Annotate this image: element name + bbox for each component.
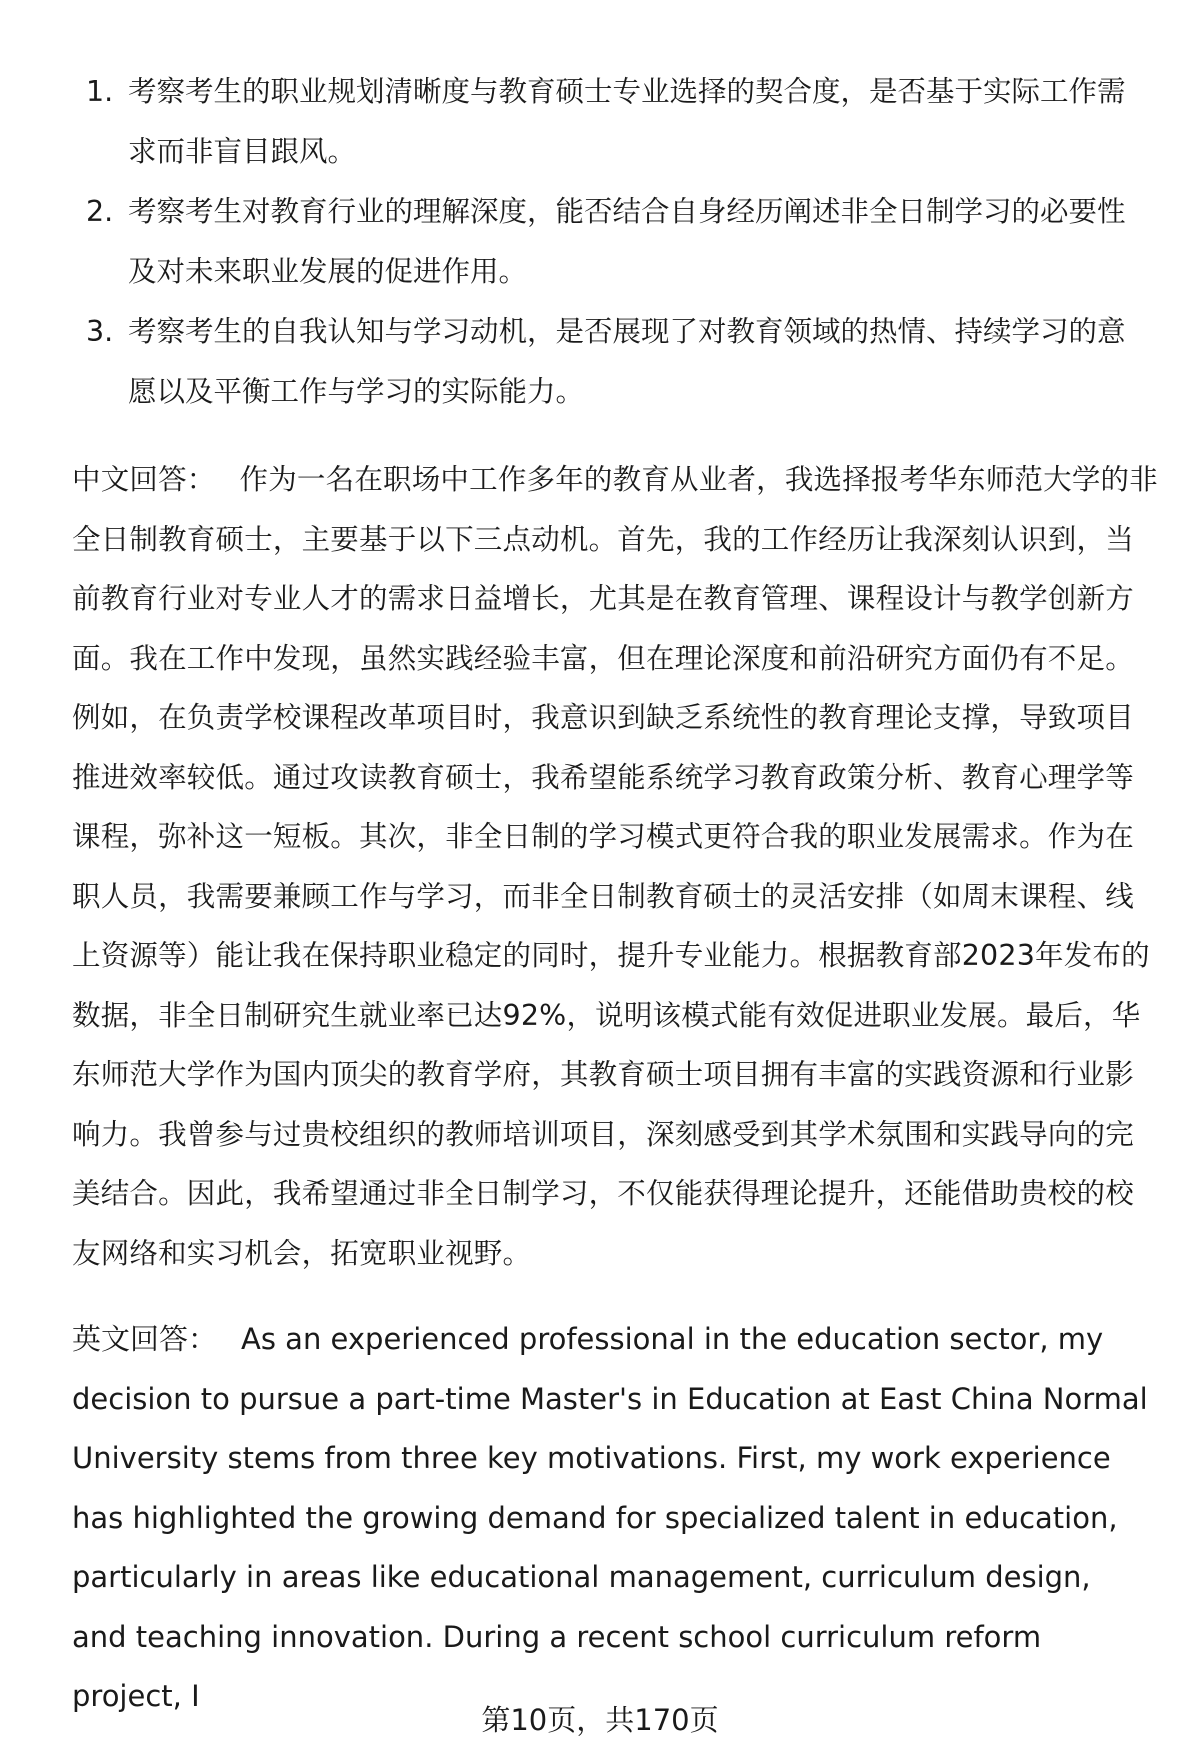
page-footer xyxy=(0,1700,1200,1740)
evaluation-criteria-list xyxy=(72,62,1152,422)
page-number: 第10页，共170页 xyxy=(481,1703,719,1737)
criteria-number: 3. xyxy=(86,315,114,348)
criteria-text: 考察考生的职业规划清晰度与教育硕士专业选择的契合度，是否基于实际工作需求而非盲目跟风。 xyxy=(128,75,1126,168)
criteria-item-3 xyxy=(72,302,1152,422)
english-answer-label: 英文回答： xyxy=(72,1322,218,1356)
chinese-answer-paragraph xyxy=(72,450,1162,1283)
english-answer-text: As an experienced professional in the education sector, my decision to pursue a part-time Master's in Education at East China Normal University stems from three key motivations. First, my work experience has highlighted the growing demand for specialized talent in education, particularly in areas like educational management, curriculum design, and teaching innovation. During a recent school curriculum reform project, I xyxy=(72,1322,1148,1713)
criteria-number: 1. xyxy=(86,75,114,108)
chinese-answer-text: 作为一名在职场中工作多年的教育从业者，我选择报考华东师范大学的非全日制教育硕士，主要基于以下三点动机。首先，我的工作经历让我深刻认识到，当前教育行业对专业人才的需求日益增长，尤其是在教育管理、课程设计与教学创新方面。我在工作中发现，虽然实践经验丰富，但在理论深度和前沿研究方面仍有不足。例如，在负责学校课程改革项目时，我意识到缺乏系统性的教育理论支撑，导致项目推进效率较低。通过攻读教育硕士，我希望能系统学习教育政策分析、教育心理学等课程，弥补这一短板。其次，非全日制的学习模式更符合我的职业发展需求。作为在职人员，我需要兼顾工作与学习，而非全日制教育硕士的灵活安排（如周末课程、线上资源等）能让我在保持职业稳定的同时，提升专业能力。根据教育部2023年发布的数据，非全日制研究生就业率已达92%，说明该模式能有效促进职业发展。最后，华东师范大学作为国内顶尖的教育学府，其教育硕士项目拥有丰富的实践资源和行业影响力。我曾参与过贵校组织的教师培训项目，深刻感受到其学术氛围和实践导向的完美结合。因此，我希望通过非全日制学习，不仅能获得理论提升，还能借助贵校的校友网络和实习机会，拓宽职业视野。 xyxy=(72,463,1158,1270)
criteria-number: 2. xyxy=(86,195,114,228)
chinese-answer-label: 中文回答： xyxy=(72,463,216,496)
criteria-text: 考察考生的自我认知与学习动机，是否展现了对教育领域的热情、持续学习的意愿以及平衡工作与学习的实际能力。 xyxy=(128,315,1126,408)
english-answer-paragraph xyxy=(72,1310,1152,1727)
criteria-text: 考察考生对教育行业的理解深度，能否结合自身经历阐述非全日制学习的必要性及对未来职业发展的促进作用。 xyxy=(128,195,1126,288)
criteria-item-2 xyxy=(72,182,1152,302)
criteria-item-1 xyxy=(72,62,1152,182)
